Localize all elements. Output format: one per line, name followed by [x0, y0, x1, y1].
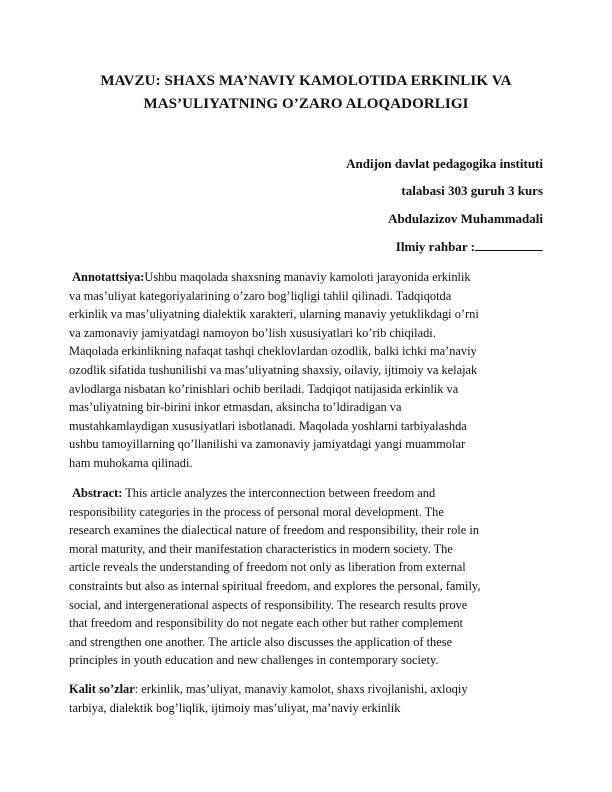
- advisor-blank-line: [475, 238, 543, 251]
- abstract-line: that freedom and responsibility do not negate each other but rather complement: [69, 616, 463, 631]
- keywords-paragraph: [69, 680, 545, 717]
- title-line-1: MAVZU: SHAXS MA’NAVIY KAMOLOTIDA ERKINLIK VA: [100, 73, 512, 89]
- keywords-label: Kalit so’zlar: [69, 682, 135, 696]
- author-group: talabasi 303 guruh 3 kurs: [401, 183, 543, 198]
- annotation-paragraph: [69, 268, 545, 473]
- abstract-line: article reveals the understanding of freedom not only as liberation from external: [69, 560, 466, 575]
- annotation-line: mas’uliyatning bir-birini inkor etmasdan, aksincha to’ldiradigan va: [69, 400, 402, 415]
- annotation-line: mustahkamlaydigan xususiyatlari isbotlanadi. Maqolada yoshlarni tarbiyalashda: [69, 418, 467, 433]
- annotation-line: erkinlik va mas’uliyatning dialektik xarakteri, ularning manaviy yetuklikdagi o’rni: [69, 307, 479, 322]
- abstract-line: constraints but also as internal spiritual freedom, and explores the personal, family,: [69, 578, 481, 593]
- annotation-line: ham muhokama qilinadi.: [69, 455, 193, 470]
- author-name: Abdulazizov Muhammadali: [388, 211, 543, 226]
- abstract-line: moral maturity, and their manifestation characteristics in modern society. The: [69, 541, 453, 556]
- abstract-line: responsibility categories in the process of personal moral development. The: [69, 504, 444, 519]
- keywords-line: tarbiya, dialektik bog’liqlik, ijtimoiy mas’uliyat, ma’naviy erkinlik: [69, 700, 401, 715]
- annotation-line: ushbu tamoyillarning qo’llanilishi va zamonaviy jamiyatdagi yangi muammolar: [69, 437, 466, 452]
- advisor-line: [396, 238, 543, 255]
- keywords-line: Kalit so’zlar: erkinlik, mas’uliyat, manaviy kamolot, shaxs rivojlanishi, axloqiy: [69, 682, 468, 696]
- paper-title: [60, 70, 552, 116]
- abstract-paragraph: [69, 484, 545, 670]
- title-line-2: MAS’ULIYATNING O’ZARO ALOQADORLIGI: [143, 96, 469, 112]
- author-institution: Andijon davlat pedagogika instituti: [346, 156, 543, 171]
- annotation-label: Annotattsiya:: [72, 270, 145, 284]
- abstract-line: principles in youth education and new challenges in contemporary society.: [69, 653, 439, 668]
- abstract-line: research examines the dialectical nature of freedom and responsibility, their role in: [69, 523, 479, 538]
- annotation-line: avlodlarga nisbatan ko’rinishlari ochib beriladi. Tadqiqot natijasida erkinlik va: [69, 381, 459, 396]
- annotation-line: va zamonaviy jamiyatdagi namoyon bo’lish xususiyatlari ko’rib chiqiladi.: [69, 325, 436, 340]
- abstract-label: Abstract:: [72, 486, 123, 500]
- abstract-line: and strengthen one another. The article also discusses the application of these: [69, 634, 453, 649]
- abstract-line: Abstract: This article analyzes the interconnection between freedom and: [72, 486, 436, 500]
- annotation-line: Maqolada erkinlikning nafaqat tashqi cheklovlardan ozodlik, balki ichki ma’naviy: [69, 344, 477, 359]
- advisor-label: Ilmiy rahbar :: [395, 239, 475, 254]
- annotation-line: ozodlik sifatida tushunilishi va mas’uliyatning shaxsiy, oilaviy, ijtimoiy va kelajak: [69, 362, 478, 377]
- abstract-line: social, and intergenerational aspects of responsibility. The research results prove: [69, 597, 468, 612]
- annotation-line: Annotattsiya:Ushbu maqolada shaxsning manaviy kamoloti jarayonida erkinlik: [72, 270, 471, 284]
- annotation-line: va mas’uliyat kategoriyalarining o’zaro bog’liqligi tahlil qilinadi. Tadqiqotda: [69, 288, 452, 303]
